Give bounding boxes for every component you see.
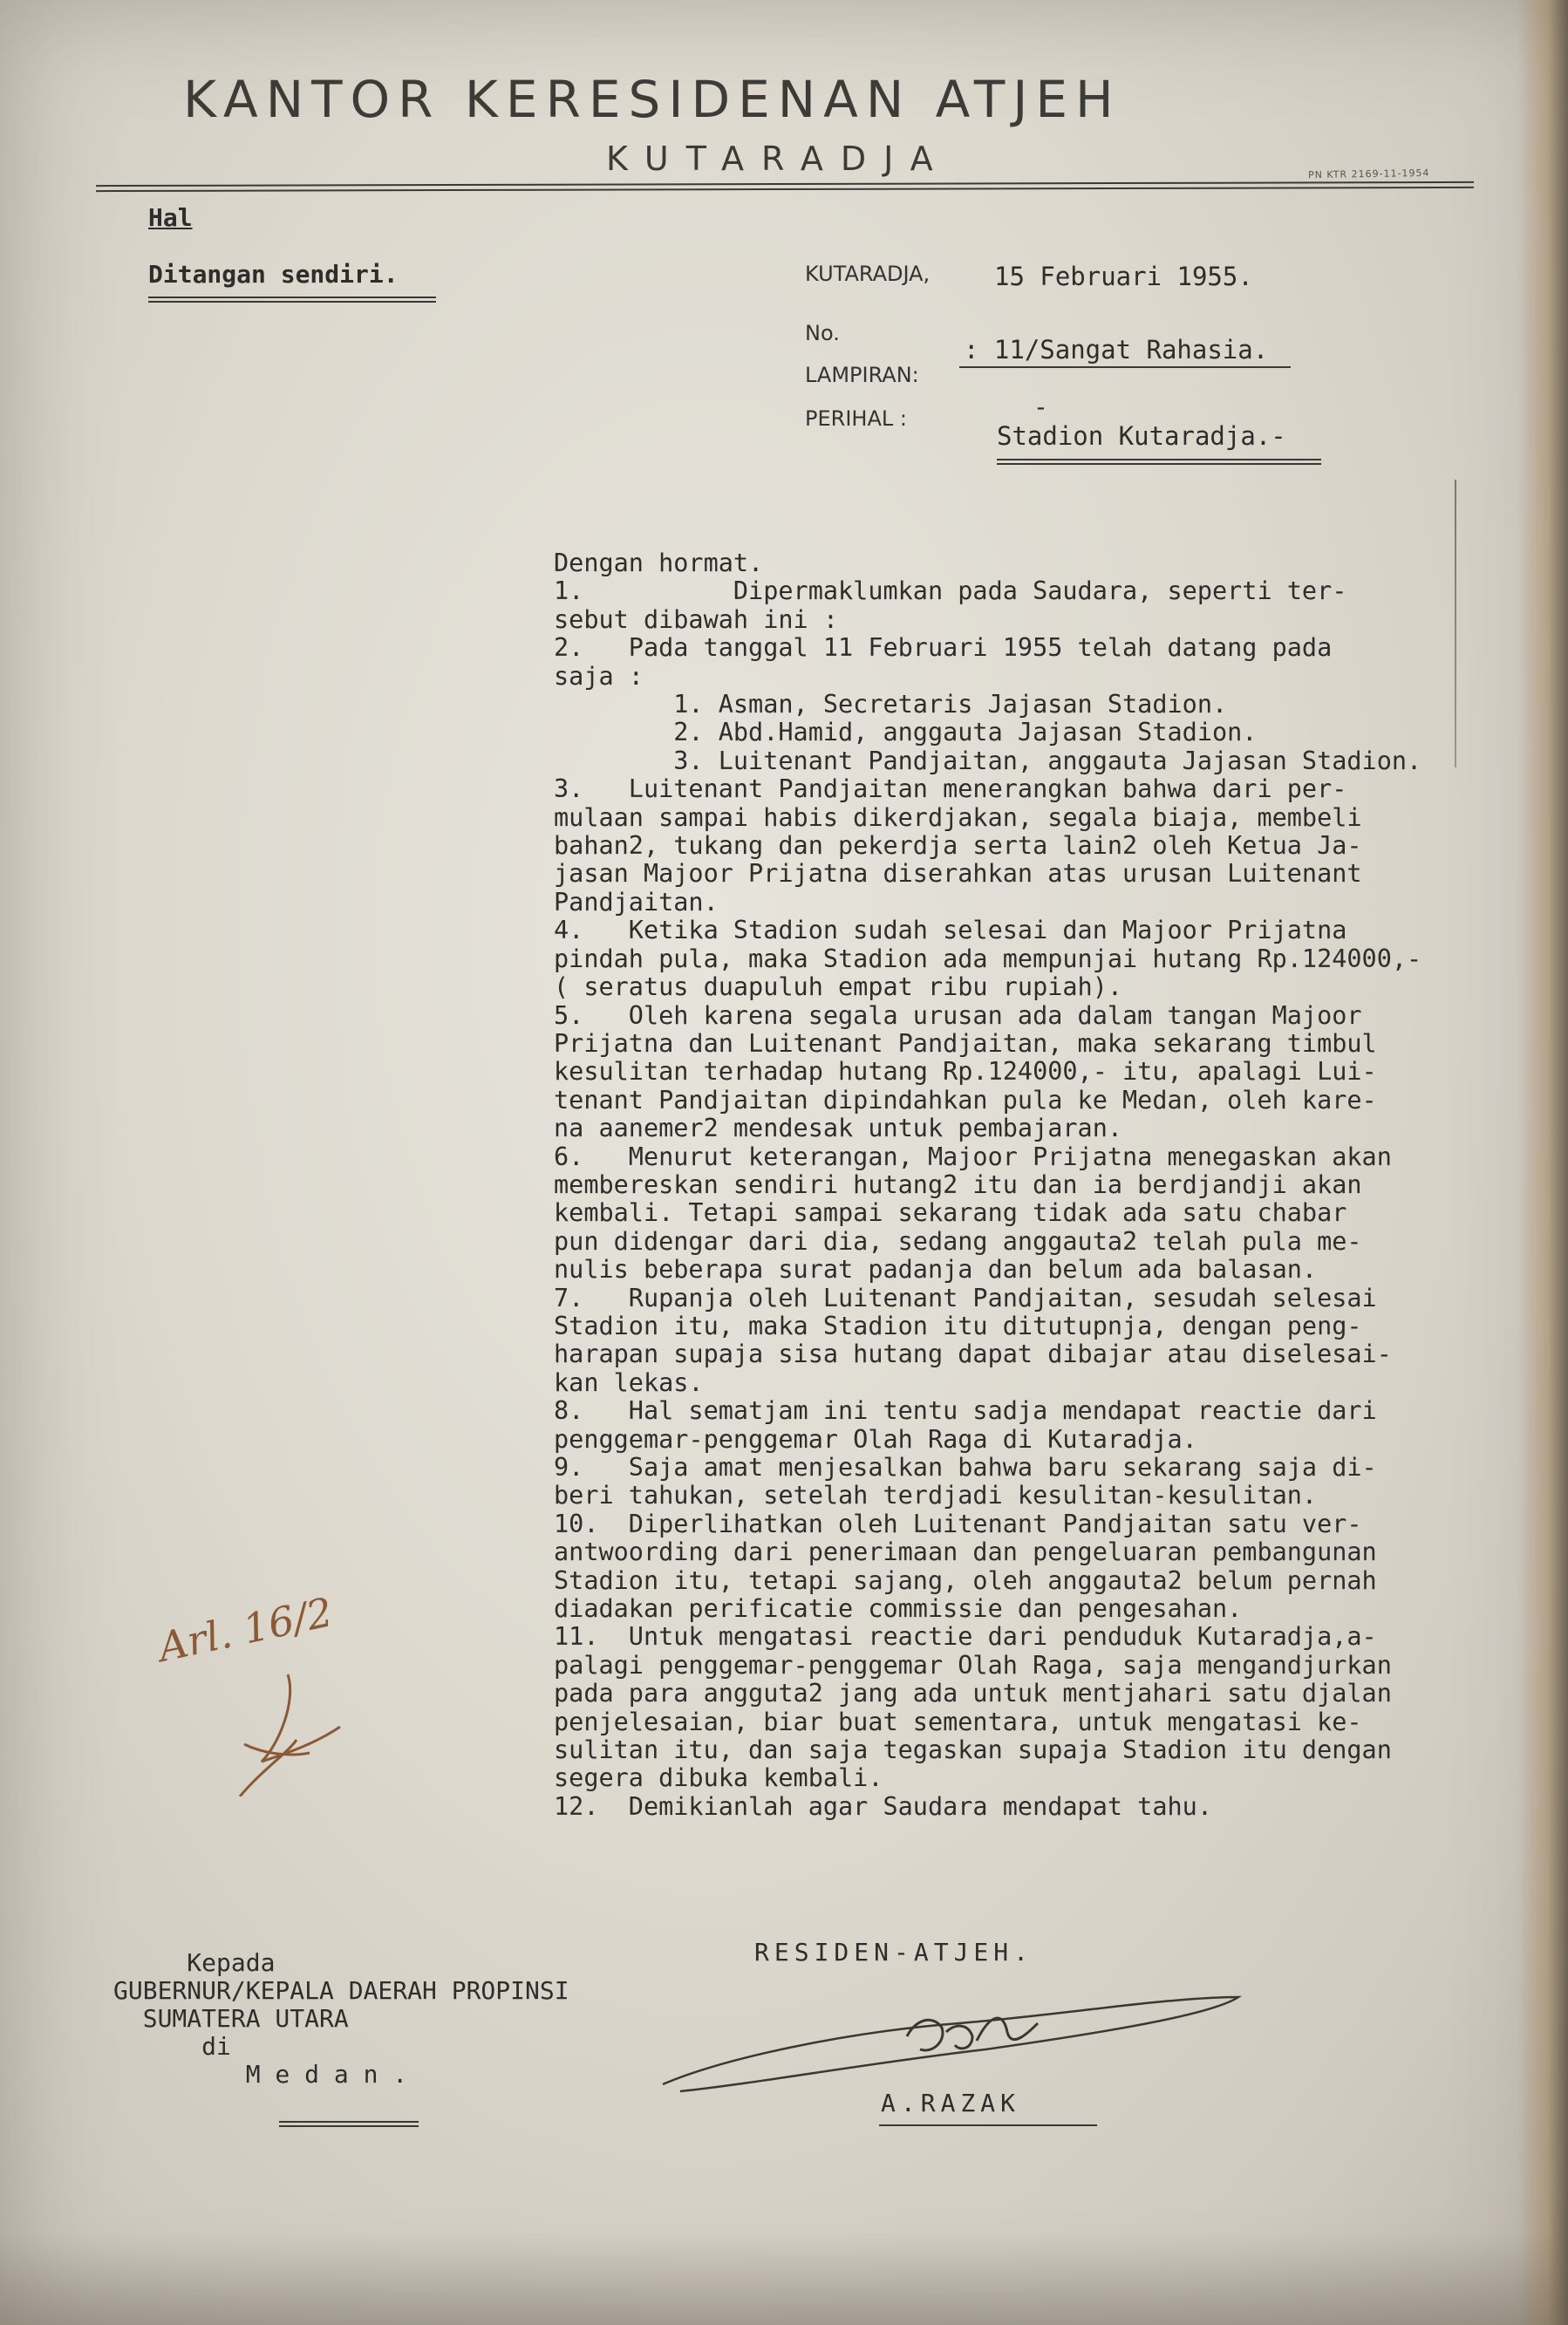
body-line: jasan Majoor Prijatna diserahkan atas urusan Luitenant	[554, 859, 1362, 889]
addressee-line: SUMATERA UTARA	[113, 2004, 349, 2033]
body-line: 8. Hal sematjam ini tentu sadja mendapat reactie dari	[554, 1396, 1377, 1426]
body-line: kan lekas.	[554, 1367, 704, 1397]
body-line: membereskan sendiri hutang2 itu dan ia berdjandji akan	[554, 1169, 1362, 1199]
body-line: ( seratus duapuluh empat ribu rupiah).	[554, 972, 1123, 1002]
body-line: 9. Saja amat menjesalkan bahwa baru sekarang saja di-	[554, 1453, 1377, 1482]
letterhead-title: KANTOR KERESIDENAN ATJEH	[183, 70, 1121, 129]
body-line: tenant Pandjaitan dipindahkan pula ke Medan, oleh kare-	[554, 1085, 1377, 1115]
right-edge-stain	[1517, 0, 1568, 2325]
addressee-line: M e d a n .	[113, 2060, 408, 2089]
letterhead-rule-bottom	[96, 187, 1474, 192]
body-line: harapan supaja sisa hutang dapat dibajar atau diselesai-	[554, 1340, 1392, 1369]
body-line: penjelesaian, biar buat sementara, untuk mengatasi ke-	[554, 1707, 1362, 1736]
body-line: kembali. Tetapi sampai sekarang tidak ada satu chabar	[554, 1198, 1347, 1228]
perihal-underline	[997, 459, 1321, 465]
body-line: bahan2, tukang dan pekerdja serta lain2 oleh Ketua Ja-	[554, 831, 1362, 861]
body-line: 10. Diperlihatkan oleh Luitenant Pandjaitan satu ver-	[554, 1509, 1362, 1538]
body-line: Dengan hormat.	[554, 549, 764, 577]
signer-name: A.RAZAK	[881, 2089, 1021, 2117]
body-line: Stadion itu, tetapi sajang, oleh anggauta2 belum pernah	[554, 1565, 1377, 1595]
lampiran-label: LAMPIRAN:	[805, 363, 919, 387]
body-line: palagi penggemar-penggemar Olah Raga, saja mengandjurkan	[554, 1650, 1392, 1680]
hal-label: Hal	[148, 203, 193, 232]
letter-date: 15 Februari 1955.	[994, 262, 1253, 291]
body-line: pada para angguta2 jang ada untuk mentjahari satu djalan	[554, 1679, 1392, 1708]
handover-note: Ditangan sendiri.	[148, 260, 399, 289]
body-line: pindah pula, maka Stadion ada mempunjai hutang Rp.124000,-	[554, 944, 1422, 973]
perihal-label: PERIHAL :	[805, 406, 907, 431]
body-line: Prijatna dan Luitenant Pandjaitan, maka sekarang timbul	[554, 1028, 1377, 1058]
body-line: 6. Menurut keterangan, Majoor Prijatna menegaskan akan	[554, 1142, 1392, 1171]
body-line: 1. Asman, Secretaris Jajasan Stadion.	[554, 690, 1228, 719]
addressee-line: GUBERNUR/KEPALA DAERAH PROPINSI	[113, 1976, 569, 2005]
body-line: kesulitan terhadap hutang Rp.124000,- itu, apalagi Lui-	[554, 1057, 1377, 1087]
body-line: sebut dibawah ini :	[554, 604, 839, 634]
body-line: 5. Oleh karena segala urusan ada dalam tangan Majoor	[554, 1000, 1362, 1030]
body-line: beri tahukan, setelah terdjadi kesulitan-kesulitan.	[554, 1481, 1318, 1510]
body-line: diadakan perificatie commissie dan pengesahan.	[554, 1594, 1243, 1624]
addressee-block	[113, 1949, 569, 2089]
body-line: 3. Luitenant Pandjaitan menerangkan bahwa dari per-	[554, 774, 1347, 804]
body-line: na aanemer2 mendesak untuk pembajaran.	[554, 1114, 1123, 1143]
body-line: Stadion itu, maka Stadion itu ditutupnja, dengan peng-	[554, 1311, 1362, 1340]
margin-fold-line	[1455, 480, 1456, 767]
body-line: antwoording dari penerimaan dan pengeluaran pembangunan	[554, 1538, 1377, 1567]
addressee-underline	[279, 2121, 419, 2127]
body-line: 7. Rupanja oleh Luitenant Pandjaitan, sesudah selesai	[554, 1283, 1377, 1312]
handover-underline	[148, 297, 436, 303]
letter-body	[554, 549, 1421, 1821]
body-line: 2. Abd.Hamid, anggauta Jajasan Stadion.	[554, 718, 1258, 747]
signer-name-underline	[879, 2124, 1097, 2126]
print-code: PN KTR 2169-11-1954	[1307, 167, 1430, 181]
bottom-edge-stain	[0, 2233, 1568, 2325]
letterhead-city: KUTARADJA	[606, 140, 951, 178]
body-line: saja :	[554, 661, 644, 691]
number-label: No.	[805, 321, 840, 345]
body-line: 4. Ketika Stadion sudah selesai dan Majoor Prijatna	[554, 916, 1347, 945]
body-line: penggemar-penggemar Olah Raga di Kutaradja.	[554, 1424, 1197, 1454]
perihal-value: Stadion Kutaradja.-	[997, 421, 1286, 451]
body-line: pun didengar dari dia, sedang anggauta2 telah pula me-	[554, 1226, 1362, 1256]
body-line: 12. Demikianlah agar Saudara mendapat tahu.	[554, 1791, 1212, 1821]
letterhead-rule-top	[96, 181, 1474, 187]
addressee-line: Kepada	[113, 1948, 276, 1977]
body-line: sulitan itu, dan saja tegaskan supaja Stadion itu dengan	[554, 1735, 1392, 1765]
number-value: : 11/Sangat Rahasia.	[964, 335, 1269, 365]
body-line: 1. Dipermaklumkan pada Saudara, seperti ter-	[554, 576, 1347, 606]
addressee-line: di	[113, 2032, 231, 2061]
body-line: 3. Luitenant Pandjaitan, anggauta Jajasan Stadion.	[554, 746, 1422, 775]
place-date-label: KUTARADJA,	[805, 262, 931, 286]
body-line: segera dibuka kembali.	[554, 1763, 883, 1793]
body-line: 11. Untuk mengatasi reactie dari penduduk Kutaradja,a-	[554, 1622, 1377, 1652]
lampiran-value: -	[1033, 392, 1048, 421]
body-line: nulis beberapa surat padanja dan belum ada balasan.	[554, 1255, 1318, 1285]
body-line: mulaan sampai habis dikerdjakan, segala biaja, membeli	[554, 802, 1362, 832]
signer-title: RESIDEN-ATJEH.	[754, 1938, 1034, 1967]
handwritten-note: Arl. 16/2	[153, 1588, 337, 1671]
body-line: Pandjaitan.	[554, 887, 719, 917]
number-underline	[959, 366, 1291, 368]
body-line: 2. Pada tanggal 11 Februari 1955 telah datang pada	[554, 633, 1333, 663]
